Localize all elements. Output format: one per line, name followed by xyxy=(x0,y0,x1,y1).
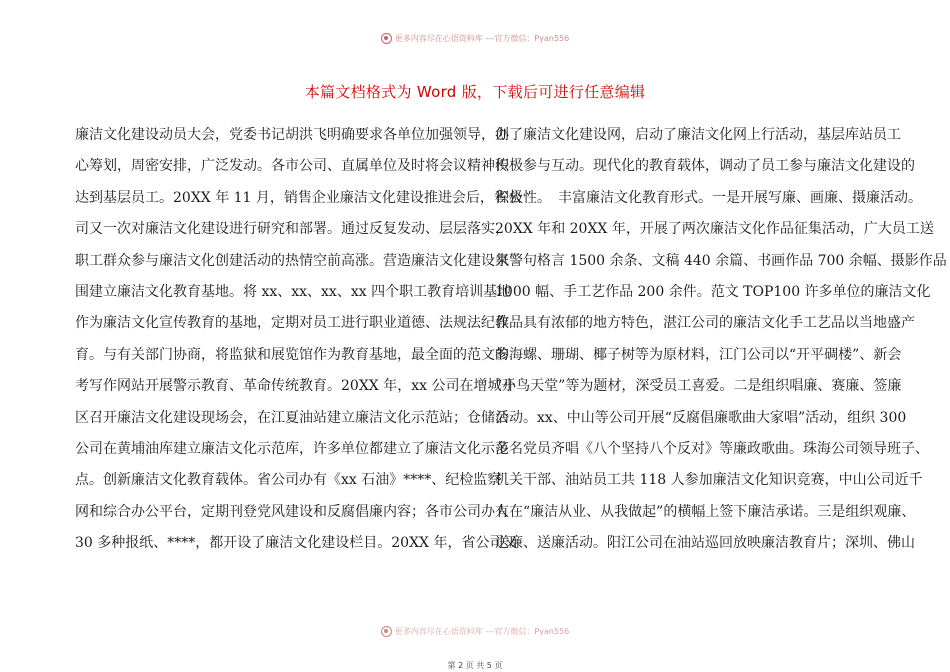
right-column-line: 机关干部、油站员工共 118 人参加廉洁文化知识竞赛，中山公司近千 xyxy=(495,472,923,489)
bottom-watermark xyxy=(0,626,950,637)
right-column-line: 送廉、送廉活动。阳江公司在油站巡回放映廉洁教育片；深圳、佛山 xyxy=(495,535,915,552)
left-column-line: 公司在黄埔油库建立廉洁文化示范库，许多单位都建立了廉洁文化示范 xyxy=(75,440,509,457)
page-number: 第 2 页 共 5 页 xyxy=(447,661,503,670)
watermark-logo-icon xyxy=(381,626,392,637)
left-text-column xyxy=(75,120,535,559)
right-column-line: 作品具有浓郁的地方特色，湛江公司的廉洁文化手工艺品以当地盛产 xyxy=(495,315,915,332)
right-column-line: 多名党员齐唱《八个坚持八个反对》等廉政歌曲。珠海公司领导班子、 xyxy=(495,440,929,457)
right-column-line: 1000 幅、手工艺作品 200 余件。范文 TOP100 许多单位的廉洁文化 xyxy=(495,283,931,300)
watermark-site-text: 更多内容尽在心语资料库 xyxy=(394,34,483,43)
left-column-line: 司又一次对廉洁文化建设进行研究和部署。通过反复发动、层层落实， xyxy=(75,221,509,238)
watermark-logo-icon xyxy=(381,33,392,44)
left-column-line: 心筹划，周密安排，广泛发动。各市公司、直属单位及时将会议精神传 xyxy=(75,158,509,175)
left-column-line: 考写作网站开展警示教育、革命传统教育。20XX 年，xx 公司在增城开 xyxy=(75,378,516,395)
watermark-wechat-text: ---官方微信：Pyan556 xyxy=(485,627,570,636)
right-column-line: 20XX 年和 20XX 年，开展了两次廉洁文化作品征集活动，广大员工送 xyxy=(495,221,934,238)
left-column-line: 达到基层员工。20XX 年 11 月，销售企业廉洁文化建设推进会后，省公 xyxy=(75,189,522,206)
header-watermark xyxy=(0,33,950,44)
right-column-line: 积极参与互动。现代化的教育载体，调动了员工参与廉洁文化建设的 xyxy=(495,158,915,175)
left-column-line: 作为廉洁文化宣传教育的基地，定期对员工进行职业道德、法规法纪教 xyxy=(75,315,509,332)
left-column-line: 职工群众参与廉洁文化创建活动的热情空前高涨。营造廉洁文化建设氛 xyxy=(75,252,509,269)
right-column-line: 人在“廉洁从业、从我做起”的横幅上签下廉洁承诺。三是组织观廉、 xyxy=(495,503,916,520)
left-column-line: 廉洁文化建设动员大会，党委书记胡洪飞明确要求各单位加强领导，创 xyxy=(75,127,509,143)
left-column-line: 网和综合办公平台，定期刊登党风建设和反腐倡廉内容；各市公司办有 xyxy=(75,503,509,520)
right-column-line: 的海螺、珊瑚、椰子树等为原材料，江门公司以“开平碉楼”、新会 xyxy=(495,346,902,363)
document-title: 本篇文档格式为 Word 版，下载后可进行任意编辑 xyxy=(304,83,646,101)
left-column-line: 30 多种报纸、****，都开设了廉洁文化建设栏目。20XX 年，省公司又 xyxy=(75,535,518,552)
right-column-line: 来警句格言 1500 余条、文稿 440 余篇、书画作品 700 余幅、摄影作品 xyxy=(495,252,947,269)
right-text-column xyxy=(495,120,950,559)
left-column-line: 围建立廉洁文化教育基地。将 xx、xx、xx、xx 四个职工教育培训基地 xyxy=(75,283,512,300)
right-column-line: 积极性。 丰富廉洁文化教育形式。一是开展写廉、画廉、摄廉活动。 xyxy=(495,189,922,206)
watermark-wechat-text: ---官方微信：Pyan556 xyxy=(485,34,570,43)
right-column-line: 办了廉洁文化建设网，启动了廉洁文化网上行活动，基层库站员工 xyxy=(495,127,901,143)
right-column-line: 活动。xx、中山等公司开展“反腐倡廉歌曲大家唱”活动，组织 300 xyxy=(495,409,907,426)
watermark-site-text: 更多内容尽在心语资料库 xyxy=(394,627,483,636)
left-column-line: 区召开廉洁文化建设现场会，在江夏油站建立廉洁文化示范站；仓储公 xyxy=(75,409,509,426)
left-column-line: 点。创新廉洁文化教育载体。省公司办有《xx 石油》****、纪检监察 xyxy=(75,472,502,489)
right-column-line: “小鸟天堂”等为题材，深受员工喜爱。二是组织唱廉、赛廉、签廉 xyxy=(495,378,902,395)
left-column-line: 育。与有关部门协商，将监狱和展览馆作为教育基地，最全面的范文参 xyxy=(75,346,509,363)
